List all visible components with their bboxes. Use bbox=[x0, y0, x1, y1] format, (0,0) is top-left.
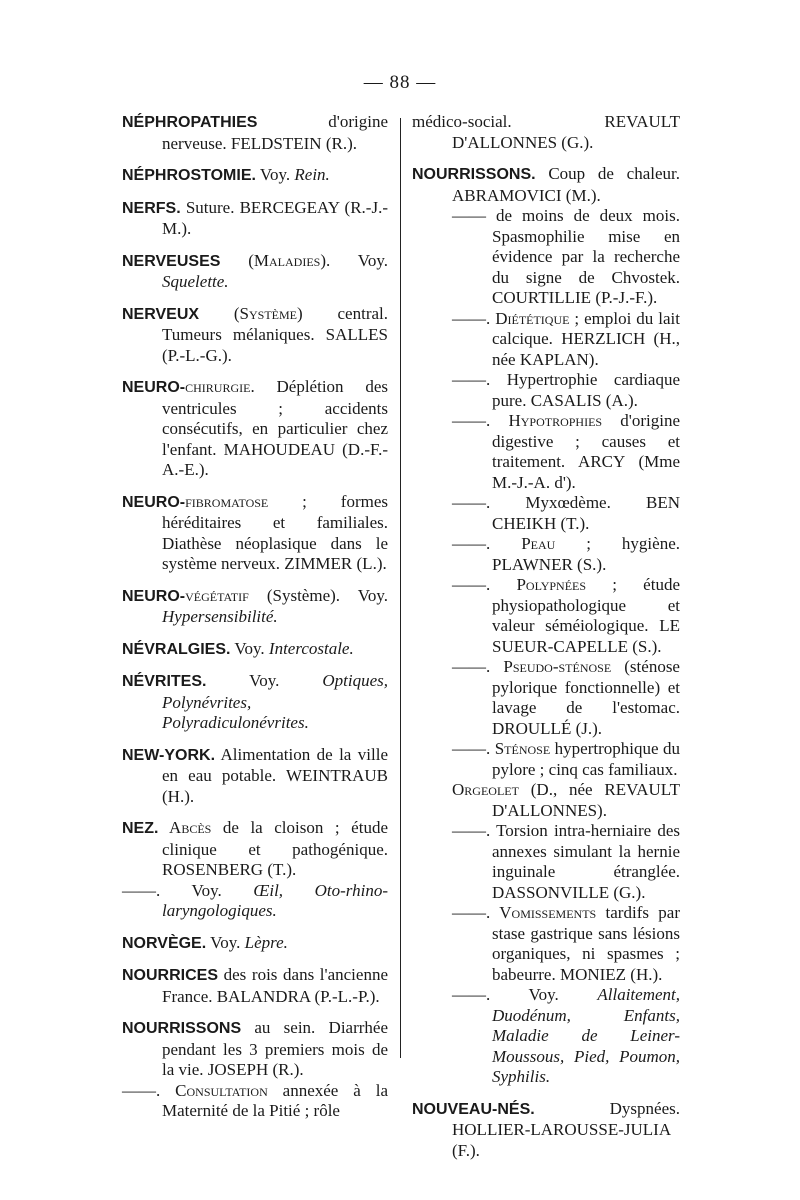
index-entry-norvege bbox=[122, 933, 388, 955]
index-entry-nez bbox=[122, 818, 388, 922]
dash: ——. bbox=[452, 308, 491, 328]
subheading: Hypotrophies bbox=[490, 411, 603, 430]
entry-text: Voy. bbox=[206, 932, 245, 952]
dash: ——. bbox=[452, 411, 491, 430]
right-column bbox=[412, 112, 680, 1172]
sub-entry bbox=[452, 370, 680, 411]
headword: NÉPHROPATHIES bbox=[122, 114, 258, 131]
dash: ——. bbox=[452, 821, 491, 840]
entry-text: (sténose pylorique fonctionnelle) et lavage de l'estomac. DROULLÉ (J.). bbox=[492, 657, 680, 738]
entry-text: annexée à la Maternité de la Pitié ; rôle bbox=[162, 1080, 388, 1120]
entry-text: d'origine nerveuse. FELDSTEIN (R.). bbox=[162, 112, 388, 153]
subheading: Vomissements bbox=[490, 903, 597, 922]
headword: NOURRISSONS bbox=[122, 1020, 242, 1037]
page-number: — 88 — bbox=[363, 72, 437, 93]
sub-entry bbox=[122, 1080, 388, 1122]
cross-reference: Rein. bbox=[294, 165, 330, 184]
subheading: Diététique bbox=[490, 308, 570, 328]
subheading: fibromatose bbox=[185, 491, 269, 511]
entry-text: central. Tumeurs mélaniques. SALLES (P.-L.-G.). bbox=[162, 303, 388, 365]
index-entry-nerfs bbox=[122, 198, 388, 240]
left-column bbox=[122, 112, 388, 1133]
dash: ——. bbox=[452, 534, 491, 553]
index-entry-nevralgies bbox=[122, 639, 388, 661]
cross-reference: Allaitement, Duodénum, Enfants, Maladie de Leiner-Moussous, Pied, Poumon, Syphilis. bbox=[492, 985, 680, 1086]
entry-text: Hypertrophie cardiaque pure. CASALIS (A.). bbox=[490, 370, 680, 410]
continuation-text: médico-social. REVAULT D'ALLONNES (G.). bbox=[412, 112, 680, 152]
entry-text: Myxœdème. BEN CHEIKH (T.). bbox=[490, 493, 680, 533]
index-entry-new-york bbox=[122, 745, 388, 808]
headword: NÉVRITES. bbox=[122, 673, 207, 690]
sub-entry bbox=[452, 985, 680, 1088]
index-entry-nourrices bbox=[122, 965, 388, 1007]
entry-text: de la cloison ; étude clinique et pathogénique. ROSENBERG (T.). bbox=[162, 818, 388, 879]
entry-text: tardifs par stase gastrique sans lésions organiques, ni spasmes ; babeurre. MONIEZ (H.). bbox=[492, 903, 680, 984]
sub-entry bbox=[452, 821, 680, 903]
index-entry-nephropathies bbox=[122, 112, 388, 154]
subheading: Sténose bbox=[490, 739, 551, 758]
headword: NOURRISSONS. bbox=[412, 166, 536, 183]
index-entry-nourrissons bbox=[412, 164, 680, 1088]
subheading: végétatif bbox=[185, 585, 249, 605]
entry-text: ; emploi du lait calcique. HERZLICH (H., née KAPLAN). bbox=[492, 308, 680, 369]
headword: NÉVRALGIES. bbox=[122, 640, 231, 658]
headword: NERVEUX bbox=[122, 305, 200, 323]
entry-text: Dyspnées. HOLLIER-LAROUSSE-JULIA (F.). bbox=[452, 1098, 680, 1160]
dash: ——. bbox=[452, 575, 491, 594]
entry-text: Voy. bbox=[160, 880, 254, 900]
entry-text: Voy. bbox=[255, 165, 295, 184]
headword: NOUVEAU-NÉS. bbox=[412, 1100, 535, 1118]
sub-entry bbox=[452, 411, 680, 493]
cross-reference: Squelette. bbox=[162, 272, 229, 291]
entry-text: . Déplétion des ventricules ; accidents consécutifs, en particulier chez l'enfant. MAHOUDEAU (D.-F.-A.-E.). bbox=[162, 377, 388, 479]
headword: NERFS. bbox=[122, 199, 181, 217]
headword: NEURO- bbox=[122, 379, 186, 396]
index-entry-nerveux bbox=[122, 304, 388, 367]
index-entry-nouveau-nes bbox=[412, 1099, 680, 1162]
sub-entry bbox=[452, 534, 680, 575]
index-entry-neurochirurgie bbox=[122, 377, 388, 481]
subheading: Peau bbox=[490, 534, 556, 553]
entry-text: Alimentation de la ville en eau potable. WEINTRAUB (H.). bbox=[162, 744, 388, 806]
subheading: (Système) bbox=[199, 303, 303, 323]
entry-text: (Système). Voy. bbox=[248, 585, 388, 605]
entry-text: Voy. bbox=[206, 671, 323, 690]
cross-reference: Œil, Oto-rhino-laryngologiques. bbox=[162, 880, 388, 920]
subheading: chirurgie bbox=[185, 377, 251, 396]
sub-entry bbox=[452, 739, 680, 780]
sub-entry bbox=[452, 780, 680, 821]
dash: ——. bbox=[452, 370, 491, 389]
entry-text: Voy. bbox=[230, 638, 269, 658]
cross-reference: Lèpre. bbox=[244, 932, 288, 952]
sub-entry bbox=[452, 206, 680, 309]
index-entry-nephrostomie bbox=[122, 165, 388, 187]
subheading: Orgeolet bbox=[452, 780, 519, 799]
entry-text: Suture. BERCEGEAY (R.-J.-M.). bbox=[162, 197, 388, 238]
headword: NEURO- bbox=[122, 493, 186, 511]
entry-text: . Voy. bbox=[326, 250, 388, 270]
headword: NEW-YORK. bbox=[122, 746, 216, 764]
entry-text: ; hygiène. PLAWNER (S.). bbox=[492, 534, 680, 574]
entry-text: Coup de chaleur. ABRAMOVICI (M.). bbox=[452, 164, 680, 205]
cross-reference: Optiques, Polynévrites, Polyradiculonévrites. bbox=[162, 671, 388, 732]
dash: ——. bbox=[452, 739, 491, 758]
dash: ——. bbox=[452, 657, 491, 676]
entry-text: hypertrophique du pylore ; cinq cas familiaux. bbox=[492, 739, 681, 779]
dash: ——. bbox=[452, 903, 491, 922]
sub-entry bbox=[452, 903, 680, 985]
sub-entry bbox=[452, 657, 680, 739]
cross-reference: Hypersensibilité. bbox=[162, 607, 278, 626]
column-divider bbox=[400, 118, 401, 1058]
entry-text: Torsion intra-herniaire des annexes simulant la hernie inguinale étranglée. DASSONVILLE (G.). bbox=[490, 821, 680, 902]
headword: NÉPHROSTOMIE. bbox=[122, 167, 256, 184]
subheading: Abcès bbox=[158, 818, 212, 837]
dash: ——. bbox=[452, 493, 491, 512]
headword: NOURRICES bbox=[122, 967, 219, 984]
subheading: Consultation bbox=[160, 1080, 268, 1100]
cross-reference: Intercostale. bbox=[268, 638, 354, 658]
sub-entry bbox=[452, 493, 680, 534]
dash: ——. bbox=[452, 985, 491, 1004]
headword: NERVEUSES bbox=[122, 252, 221, 270]
sub-entry bbox=[452, 575, 680, 657]
entry-text: de moins de deux mois. Spasmophilie mise en évidence par la recherche du signe de Chvostek. COURTILLIE (P.-J.-F.). bbox=[486, 206, 680, 307]
entry-text: Voy. bbox=[490, 985, 598, 1004]
index-entry-nevrites bbox=[122, 671, 388, 734]
headword: NEZ. bbox=[122, 820, 159, 837]
dash: ——. bbox=[122, 1080, 161, 1100]
sub-entry-list bbox=[452, 206, 680, 1088]
index-entry-neurovegetatif bbox=[122, 586, 388, 628]
sub-entry bbox=[122, 880, 388, 922]
index-entry-neurofibromatose bbox=[122, 492, 388, 575]
subheading: (Maladies) bbox=[220, 250, 326, 270]
entry-text: ; formes héréditaires et familiales. Diathèse néoplasique dans le système nerveux. ZIMMER (L.). bbox=[162, 491, 388, 573]
dash: ——. bbox=[122, 880, 161, 900]
headword: NEURO- bbox=[122, 587, 186, 605]
entry-text: ; étude physiopathologique et valeur séméiologique. LE SUEUR-CAPELLE (S.). bbox=[492, 575, 680, 656]
index-entry-nerveuses bbox=[122, 251, 388, 293]
entry-text: d'origine digestive ; causes et traitement. ARCY (Mme M.-J.-A. d'). bbox=[492, 411, 680, 492]
headword: NORVÈGE. bbox=[122, 934, 207, 952]
subheading: Pseudo-sténose bbox=[490, 657, 612, 676]
sub-entry bbox=[452, 309, 680, 371]
index-entry-nourrissons-au-sein bbox=[122, 1018, 388, 1122]
dash: —— bbox=[452, 206, 486, 225]
entry-text: au sein. Diarrhée pendant les 3 premiers mois de la vie. JOSEPH (R.). bbox=[162, 1018, 388, 1079]
subheading: Polypnées bbox=[490, 575, 587, 594]
entry-text: des rois dans l'ancienne France. BALANDRA (P.-L.-P.). bbox=[162, 965, 388, 1006]
entry-text: (D., née REVAULT D'ALLONNES). bbox=[492, 780, 680, 820]
